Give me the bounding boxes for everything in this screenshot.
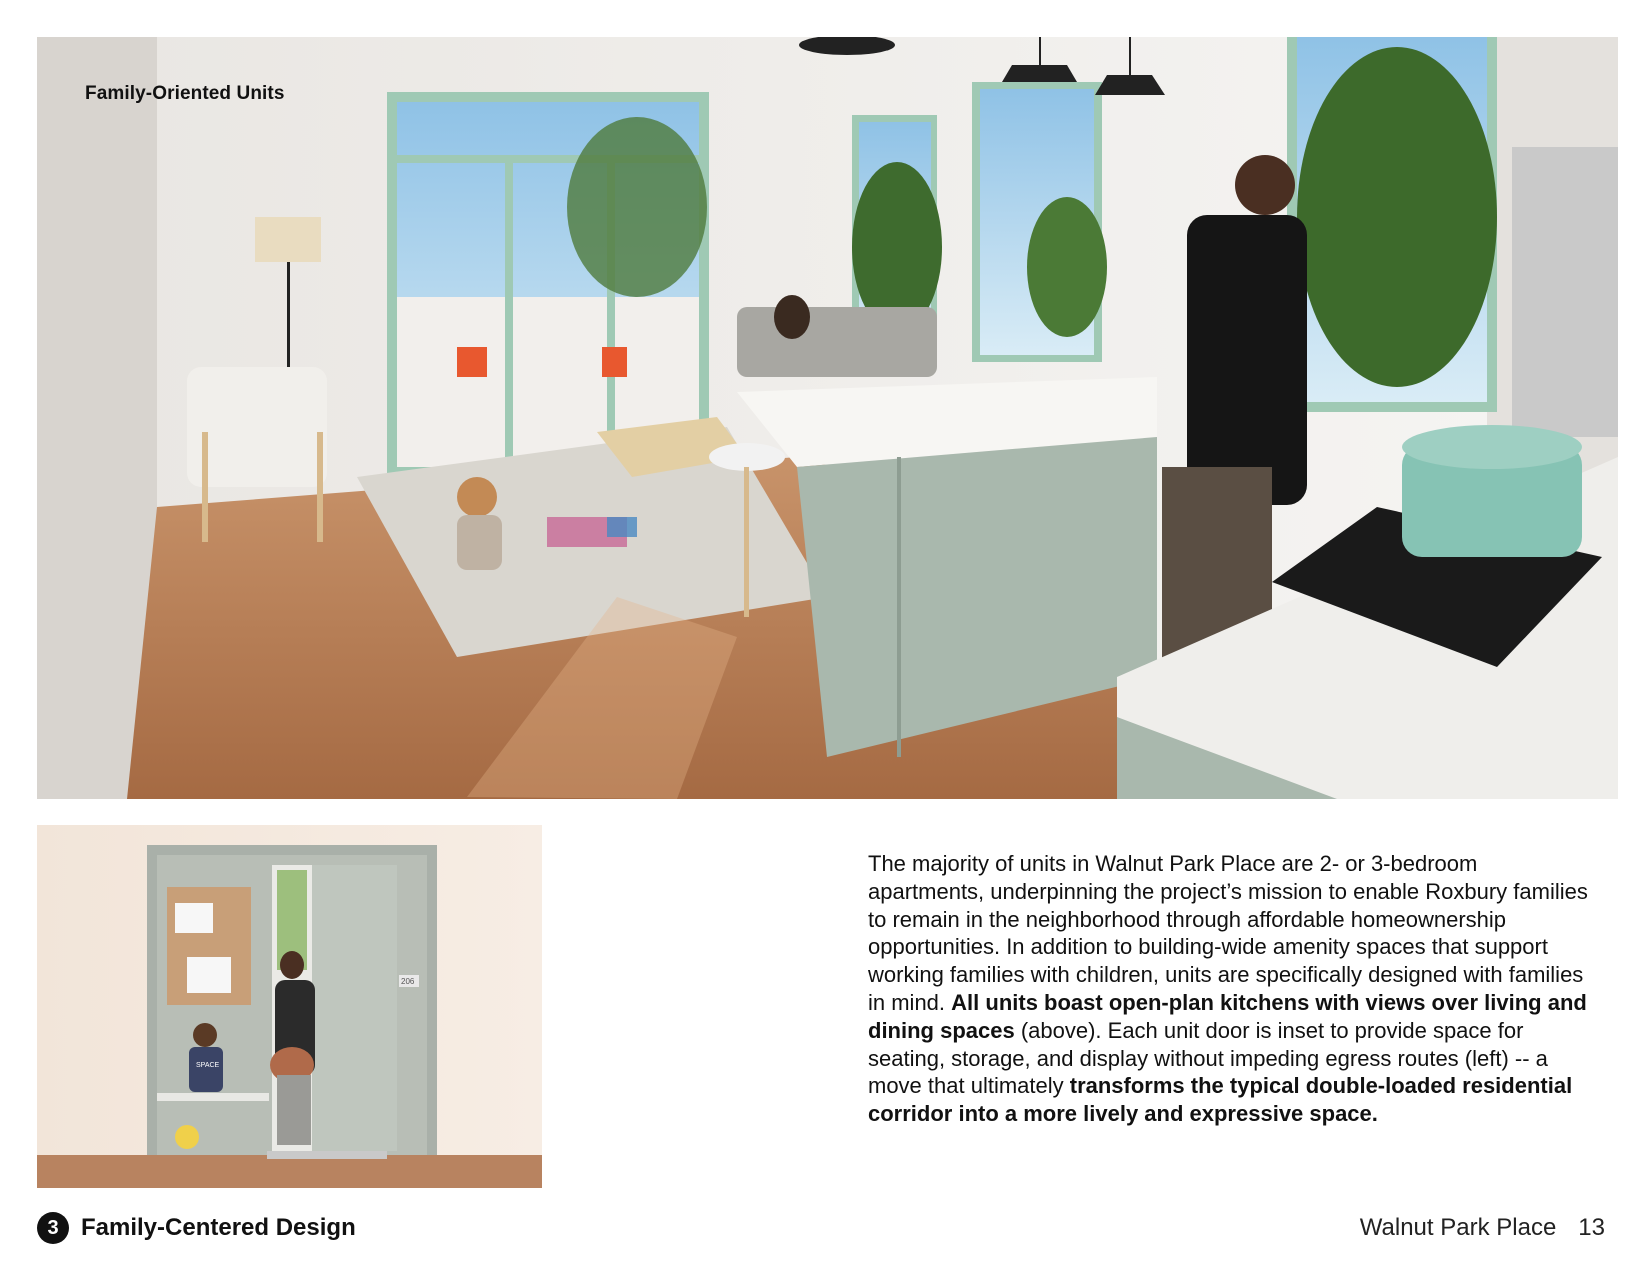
body-bold-2: transforms the typical double-loaded residential corridor into a more lively and expressive space. — [868, 1073, 1573, 1127]
unit-number: 206 — [401, 977, 415, 986]
shirt-text: SPACE — [196, 1062, 220, 1069]
section-number-badge: 3 — [37, 1212, 69, 1244]
corridor-rendering — [37, 825, 542, 1188]
body-text-1: The majority of units in Walnut Park Place are 2- or 3-bedroom apartments, underpinning the project’s mission to enable Roxbury families to remain in the neighborhood through affordable homeownership opportunities. In addition to building-wide amenity spaces that support working families with children, units are specifically designed with families in mind. — [868, 851, 1588, 1015]
hero-caption: Family-Oriented Units — [85, 83, 285, 104]
body-text-2: (above). Each unit door is inset to provide space for seating, storage, and display without impeding egress routes (left) -- a move that ultimately — [868, 1017, 1548, 1099]
section-title: Family-Centered Design — [81, 1214, 356, 1241]
body-paragraph — [868, 850, 1588, 1128]
hero-rendering — [37, 37, 1618, 799]
page-number: 13 — [1578, 1214, 1605, 1241]
section-heading — [37, 1211, 356, 1245]
footer-project-name: Walnut Park Place — [1359, 1214, 1557, 1241]
body-bold-1: All units boast open-plan kitchens with views over living and dining spaces — [868, 989, 1587, 1043]
page-footer — [1360, 1214, 1605, 1242]
